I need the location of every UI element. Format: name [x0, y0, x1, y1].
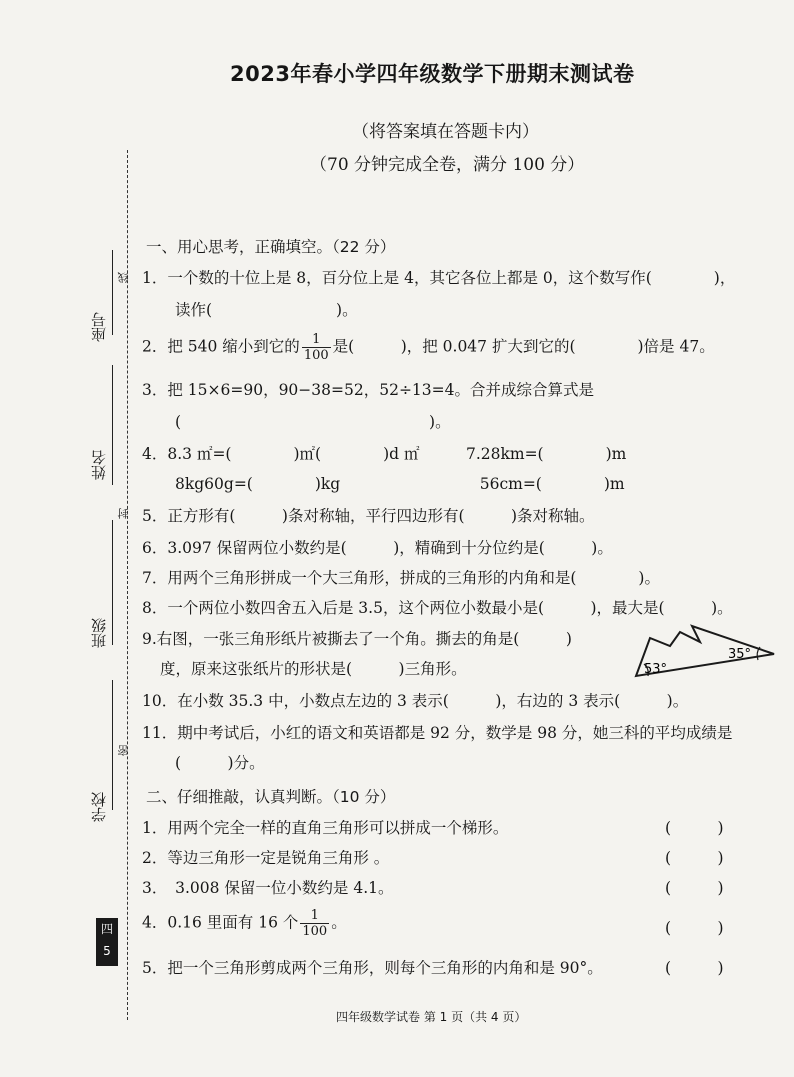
fraction-one-hundredth: [302, 332, 331, 363]
fraction-numerator: 1: [300, 908, 329, 924]
seat-number-label: 座号: [90, 312, 108, 342]
question-5: 5．正方形有( )条对称轴，平行四边形有( )条对称轴。: [142, 507, 595, 525]
torn-triangle-figure: [630, 620, 778, 682]
exam-title: 2023年春小学四年级数学下册期末测试卷: [230, 62, 635, 86]
question-9-line2: 度，原来这张纸片的形状是( )三角形。: [160, 660, 467, 678]
grade-badge-number: 5: [103, 944, 111, 958]
question-10: 10．在小数 35.3 中，小数点左边的 3 表示( )，右边的 3 表示( )。: [142, 692, 689, 710]
judge-item-4-text: 4．0.16 里面有 16 个: [142, 913, 299, 932]
exam-time-score: （70 分钟完成全卷，满分 100 分）: [310, 155, 585, 175]
question-2-prefix: 2．把 540 缩小到它的: [142, 337, 300, 356]
judge-item-4: [142, 908, 347, 939]
judge-item-4-fraction: [300, 908, 329, 939]
judge-answer-2: ( ): [665, 849, 724, 867]
judge-item-5: 5．把一个三角形剪成两个三角形，则每个三角形的内角和是 90°。: [142, 959, 603, 977]
judge-answer-1: ( ): [665, 819, 724, 837]
school-blank: [112, 680, 113, 810]
name-label: 姓名: [90, 450, 108, 480]
question-2-suffix: 是( )，把 0.047 扩大到它的( )倍是 47。: [332, 337, 715, 356]
class-blank: [112, 520, 113, 645]
fraction-numerator: 1: [302, 332, 331, 348]
question-1-line2: 读作( )。: [175, 301, 358, 319]
binding-mark-line: 线: [117, 272, 130, 283]
judge-item-4-end: 。: [331, 913, 347, 932]
section1-heading: 一、用心思考，正确填空。（22 分）: [146, 238, 396, 256]
section2-heading: 二、仔细推敲，认真判断。（10 分）: [146, 788, 396, 806]
question-3-line2: ( )。: [175, 413, 451, 431]
question-4-line2: 8kg60g=( )kg 56cm=( )m: [175, 475, 625, 493]
question-7: 7．用两个三角形拼成一个大三角形，拼成的三角形的内角和是( )。: [142, 569, 660, 587]
grade-badge-char: 四: [100, 922, 113, 936]
page-footer: 四年级数学试卷 第 1 页（共 4 页）: [336, 1010, 527, 1024]
question-2: [142, 332, 715, 363]
binding-margin: [0, 0, 130, 1077]
angle-label-35: 35°: [728, 647, 752, 662]
grade-badge: [96, 918, 118, 966]
name-blank: [112, 365, 113, 485]
judge-answer-4: ( ): [665, 919, 724, 937]
judge-item-3: 3． 3.008 保留一位小数约是 4.1。: [142, 879, 394, 897]
judge-answer-5: ( ): [665, 959, 724, 977]
question-11-line2: ( )分。: [175, 754, 265, 772]
school-label: 学校: [90, 792, 108, 822]
judge-item-2: 2．等边三角形一定是锐角三角形 。: [142, 849, 390, 867]
question-9-line1: 9.右图，一张三角形纸片被撕去了一个角。撕去的角是( ): [142, 630, 572, 648]
fraction-denominator: 100: [302, 924, 328, 939]
question-4-line1: 4．8.3 ㎡=( )㎡( )d ㎡ 7.28km=( )m: [142, 445, 627, 463]
question-8: 8．一个两位小数四舍五入后是 3.5，这个两位小数最小是( )，最大是( )。: [142, 599, 733, 617]
exam-instruction: （将答案填在答题卡内）: [352, 122, 539, 142]
binding-mark-secret: 密: [117, 745, 130, 756]
question-1-line1: 1．一个数的十位上是 8，百分位上是 4，其它各位上都是 0，这个数写作( )，: [142, 269, 736, 287]
judge-answer-3: ( ): [665, 879, 724, 897]
question-6: 6．3.097 保留两位小数约是( )，精确到十分位约是( )。: [142, 539, 613, 557]
angle-label-53: 53°: [644, 662, 668, 677]
class-label: 班级: [90, 618, 108, 648]
question-11-line1: 11．期中考试后，小红的语文和英语都是 92 分，数学是 98 分，她三科的平均成绩是: [142, 724, 733, 742]
question-3-line1: 3．把 15×6=90，90−38=52，52÷13=4。合并成综合算式是: [142, 381, 594, 399]
judge-item-1: 1．用两个完全一样的直角三角形可以拼成一个梯形。: [142, 819, 509, 837]
binding-mark-seal: 封: [117, 508, 130, 519]
fraction-denominator: 100: [303, 348, 329, 363]
seat-number-blank: [112, 250, 113, 335]
